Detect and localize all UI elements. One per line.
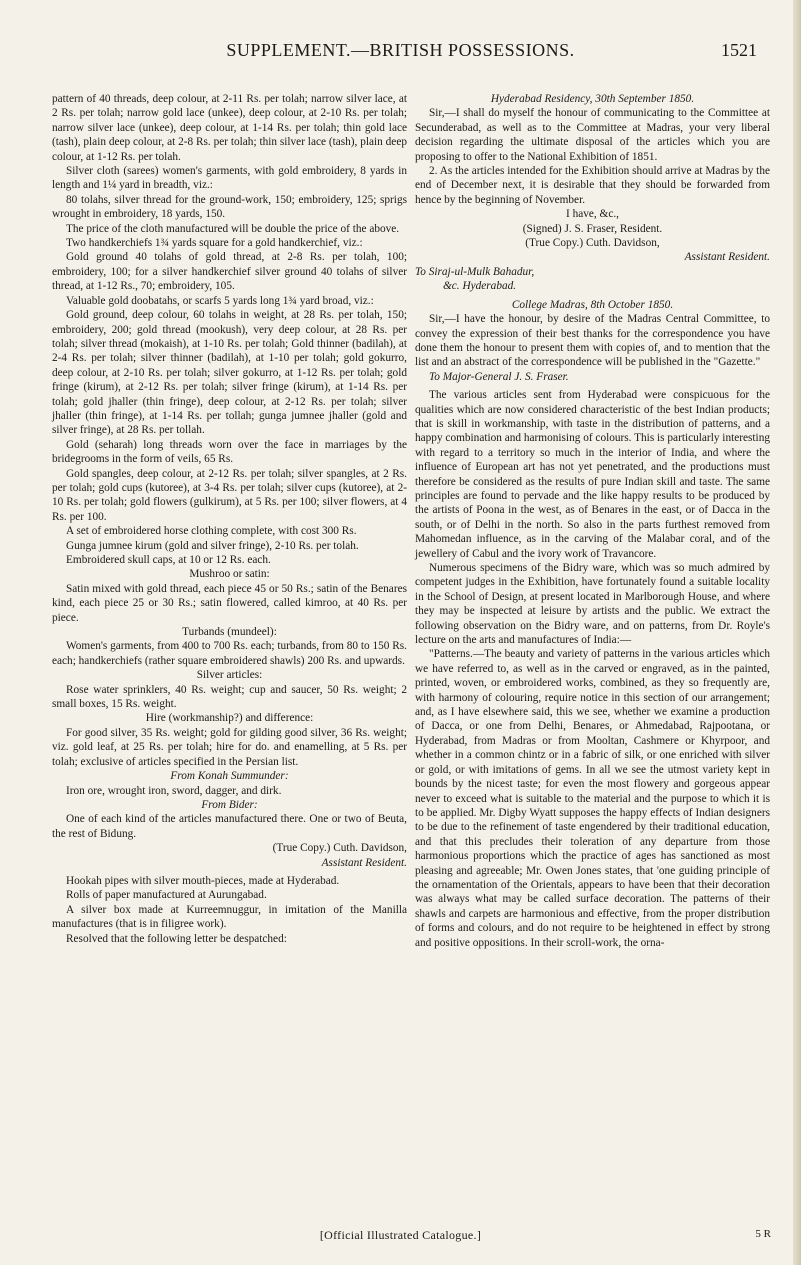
paragraph: Resolved that the following letter be despatched: [66, 932, 287, 945]
page-number: 1521 [721, 40, 757, 60]
paragraph: Rose water sprinklers, 40 Rs. weight; cup and saucer, 50 Rs. weight; 2 small boxes, 15 Rs. weight. [52, 683, 407, 711]
paragraph: Sir,—I have the honour, by desire of the Madras Central Committee, to convey the expression of their best thanks for the correspondence you have done them the honour to present them with copies of, and to mention that the list and an abstract of the correspondence will be published in the "Gazette." [415, 313, 770, 369]
paragraph: One of each kind of the articles manufactured there. One or two of Beuta, the rest of Bidung. [52, 813, 407, 840]
paragraph: 2. As the articles intended for the Exhibition should arrive at Madras by the end of December next, it is desirable that they should be forwarded from hence by the beginning of November. [415, 165, 770, 206]
signature: (True Copy.) Cuth. Davidson, [272, 842, 407, 855]
paragraph: Two handkerchiefs 1¾ yards square for a gold handkerchief, viz.: [66, 237, 363, 250]
letter-dateline: College Madras, 8th October 1850. [511, 298, 674, 311]
paragraph: Women's garments, from 400 to 700 Rs. each; turbands, from 80 to 150 Rs. each; handkerchiefs (rather square embroidered shawls) 200 Rs. and upwards. [52, 640, 407, 667]
letter-closing: I have, &c., [565, 208, 619, 221]
signature-title: Assistant Resident. [321, 856, 407, 869]
letter-dateline: Hyderabad Residency, 30th September 1850. [490, 93, 695, 105]
paragraph: Gold ground, deep colour, 60 tolahs in weight, at 28 Rs. per tolah, 150; embroidery, 200; gold thread (mookush), very deep colour, at 28 Rs. per tolah; silver thread (mokaish), at 1-10 Rs. per tolah; Gold thinner (badilah), at 2-4 Rs. per tolah; silver thinner (badilah), at 1-10 per tolah; gold gokurro, deep colour, at 2-10 Rs. per tolah; silver gokurro, at 1-12 Rs. per tolah; gold fringe (kirum), at 2-12 Rs. per tolah; silver fringe (kirum), at 1-14 Rs. per tolah; gold jhaller (thin fringe), deep colour, at 2-12 Rs. per tolah; silver jhaller (thin fringe), at 1-14 Rs. per tollah; gunga jumnee jhaller (gold and silver fringe), at 28 Rs. per tollah. [52, 309, 407, 437]
paragraph: Sir,—I shall do myself the honour of communicating to the Committee at Secunderabad, as well as to the Committee at Madras, your very liberal decision regarding the ultimate disposal of the articles which you are proposing to offer to the National Exhibition of 1851. [415, 107, 770, 163]
paragraph: Rolls of paper manufactured at Aurungabad. [66, 889, 267, 902]
paragraph: Silver cloth (sarees) women's garments, with gold embroidery, 8 yards in length and 1¼ yard in breadth, viz.: [52, 165, 407, 192]
paragraph: 80 tolahs, silver thread for the ground-work, 150; embroidery, 125; sprigs wrought in embroidery, 18 yards, 150. [52, 193, 407, 221]
paragraph: Valuable gold doobatahs, or scarfs 5 yards long 1¾ yard broad, viz.: [66, 294, 374, 307]
paragraph: Gold spangles, deep colour, at 2-12 Rs. per tolah; silver spangles, at 2 Rs. per tolah; gold cups (kutoree), at 3-4 Rs. per tolah; silver cups (kutoree), at 2-10 Rs. per tolah; gold flowers (gulkirum), at 5 Rs. per 100; silver flowers, at 4 Rs. per 100. [52, 467, 407, 523]
paragraph: The various articles sent from Hyderabad were conspicuous for the qualities which are now considered characteristic of the best Indian products; that is skill in workmanship, with taste in the distribution of patterns, and a happy combination and harmonising of colours. This is particularly interesting with regard to a territory so much in the interior of India, and where the influence of European art has not yet penetrated, and the productions must therefore be considered as the results of pure Indian skill and taste. The same principles are found to pervade and the like happy results to be produced by the artists of Poona in the west, as of Benares in the east, or of Dacca in the south, or of Delhi in the north. So also in the parts furthest removed from Mahomedan influence, as in the carving of the Malabar coral, and of the jewellery of Cabul and the ivory work of Travancore. [415, 389, 770, 560]
addressee: To Major-General J. S. Fraser. [429, 370, 569, 383]
signature: (Signed) J. S. Fraser, Resident. [522, 222, 663, 235]
paragraph: Gold ground 40 tolahs of gold thread, at 2-8 Rs. per tolah, 100; embroidery, 100; for a silver handkerchief silver ground 40 tolahs of silver thread, at 1-12 Rs., 70; embroidery, 105. [52, 251, 407, 293]
subheading: Silver articles: [196, 669, 263, 682]
left-column [52, 92, 407, 946]
paragraph: A set of embroidered horse clothing complete, with cost 300 Rs. [66, 525, 357, 538]
addressee: &c. Hyderabad. [443, 280, 517, 293]
right-column [415, 92, 770, 950]
subheading: Mushroo or satin: [189, 568, 270, 581]
paragraph: Gold (seharah) long threads worn over the face in marriages by the bridegrooms in the form of veils, 65 Rs. [52, 438, 407, 466]
subheading: Turbands (mundeel): [182, 626, 277, 639]
footer [0, 1228, 801, 1246]
paragraph: For good silver, 35 Rs. weight; gold for gilding good silver, 36 Rs. weight; viz. gold leaf, at 25 Rs. per tolah; hire for do. and enamelling, at 5 Rs. per tolah; exclusive of articles specified in the Persian list. [52, 726, 407, 768]
running-head [0, 40, 801, 64]
footer-catalogue-label: [Official Illustrated Catalogue.] [319, 1228, 482, 1242]
paragraph: "Patterns.—The beauty and variety of patterns in the various articles which we have referred to, as well as in the carved or engraved, as in the painted, printed, woven, or embroidered works, combined, as they so frequently are, with harmony of colouring, require notice in this section of our arrangement; and, as I have elsewhere said, this we see, whether we examine a production of Dacca, or one from Delhi, Benares, or Ahmedabad, Rajpootana, or Hyderabad, from Madras or from Mooltan, Cashmere or Khyrpoor, and whether in a common chintz or in a fabric of silk, or one enriched with silver or gold, or with imitations of gems. In all we see the utmost variety kept in bounds by the nicest taste; for even the most flowery and gorgeous appear never to exceed what is suitable to the material and the purpose to which it is to be applied. Mr. Digby Wyatt supposes the happy effects of Indian designers to be due to the refinement of taste engendered by their traditional education, and that this precludes their toleration of any departure from those harmonious proportions which the practice of ages has sanctioned as most pleasing and agreeable; Mr. Owen Jones states, that 'one guiding principle of the ornamentation of the Orientals, appears to have been that their decoration was always what may be called surface decoration. The patterns of their shawls and carpets are harmonious and effective, from the proper distribution of forms and colours, and do not require to be heightened in effect by strong and positive oppositions. In their scroll-work, the orna- [415, 648, 770, 949]
signature: (True Copy.) Cuth. Davidson, [525, 237, 660, 250]
paragraph: A silver box made at Kurreemnuggur, in imitation of the Manilla manufactures (that is in filigree work). [52, 903, 407, 931]
paragraph: Satin mixed with gold thread, each piece 45 or 50 Rs.; satin of the Benares kind, each piece 25 or 30 Rs.; satin flowered, called kimroo, at 40 Rs. per piece. [52, 582, 407, 624]
paragraph: Iron ore, wrought iron, sword, dagger, and dirk. [66, 784, 282, 797]
page-title: SUPPLEMENT.—BRITISH POSSESSIONS. [226, 40, 575, 60]
paragraph: Gunga jumnee kirum (gold and silver fringe), 2-10 Rs. per tolah. [66, 539, 359, 552]
paragraph: Hookah pipes with silver mouth-pieces, made at Hyderabad. [66, 874, 340, 887]
subheading: From Konah Summunder: [170, 770, 289, 783]
subheading: Hire (workmanship?) and difference: [145, 712, 314, 725]
page-edge [793, 0, 801, 1265]
signature-title: Assistant Resident. [684, 251, 770, 264]
addressee: To Siraj-ul-Mulk Bahadur, [415, 265, 535, 278]
signature-mark: 5 R [755, 1228, 771, 1240]
paragraph: Embroidered skull caps, at 10 or 12 Rs. each. [66, 554, 271, 566]
subheading: From Bider: [201, 798, 258, 811]
paragraph: pattern of 40 threads, deep colour, at 2-11 Rs. per tolah; narrow silver lace, at 2 Rs. per tolah; narrow gold lace (unkee), deep colour, at 2-10 Rs. per tolah; narrow silver lace (unkee), deep colour, at 1-14 Rs. per tolah; thin gold lace (tash), plain deep colour, at 2-8 Rs. per tolah; thin silver lace (tash), plain deep colour, at 1-12 Rs. per tolah. [52, 93, 407, 163]
paragraph: Numerous specimens of the Bidry ware, which was so much admired by competent judges in the Exhibition, have fortunately found a suitable locality in the School of Design, at present located in Marlborough House, and where they may be inspected at leisure by artists and the public. We extract the following observation on the Bidry ware, and on patterns, from Dr. Royle's lecture on the arts and manufactures of India:— [415, 562, 770, 647]
paragraph: The price of the cloth manufactured will be double the price of the above. [66, 222, 400, 235]
